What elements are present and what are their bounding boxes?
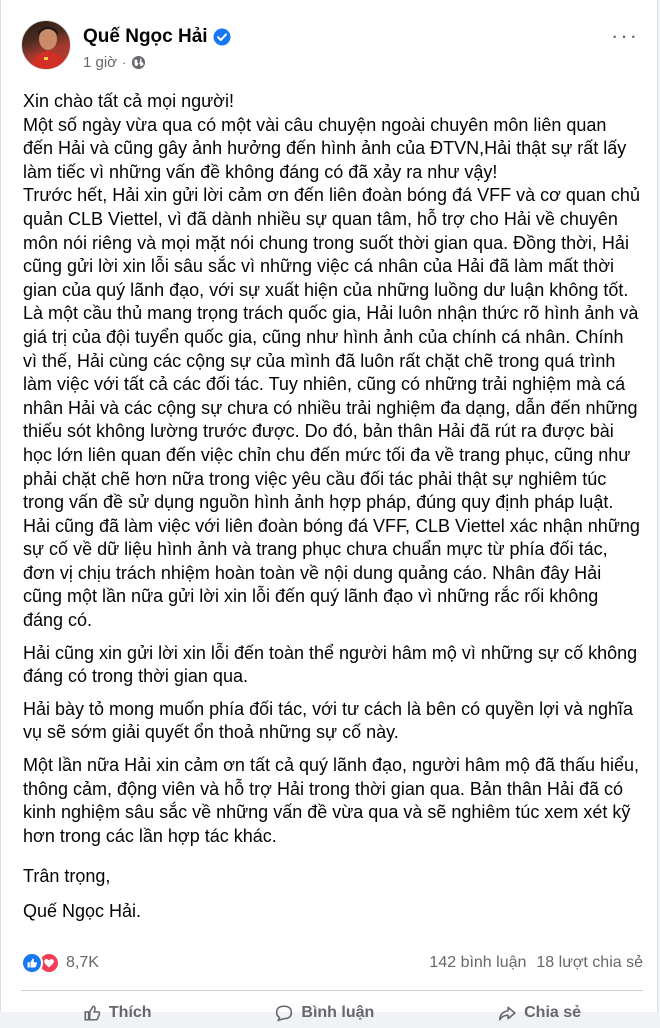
author-line (83, 26, 231, 48)
like-reaction-icon (21, 952, 43, 974)
share-icon (498, 1004, 516, 1022)
post-header (21, 20, 643, 76)
globe-icon[interactable] (131, 55, 146, 70)
comment-icon (275, 1004, 293, 1022)
more-options-button[interactable]: ··· (611, 23, 639, 48)
reaction-icons (21, 952, 60, 974)
post-paragraph: Một lần nữa Hải xin cảm ơn tất cả quý lãnh đạo, người hâm mộ đã thấu hiểu, thông cảm, động viên và hỗ trợ Hải trong thời gian qua. Bản thân Hải đã có kinh nghiệm sâu sắc về những vấn đề vừa qua và sẽ nghiêm túc xem xét kỹ hơn trong các lần hợp tác khác. (23, 755, 640, 846)
like-button[interactable] (83, 998, 152, 1028)
actions-divider (21, 990, 643, 991)
closing-text: Trân trọng, (23, 866, 111, 887)
post-paragraph: Một số ngày vừa qua có một vài câu chuyện ngoài chuyên môn liên quan đến Hải và cũng gây ảnh hưởng đến hình ảnh của ĐTVN,Hải thật sự rất lấy làm tiếc vì những vấn đề không đáng có đã xảy ra như vậy! (23, 114, 627, 182)
post-paragraph: Trước hết, Hải xin gửi lời cảm ơn đến liên đoàn bóng đá VFF và cơ quan chủ quản CLB Viettel, vì đã dành nhiều sự quan tâm, hỗ trợ cho Hải về chuyên môn nói riêng và mọi mặt nói chung trong suốt thời gian qua. Đồng thời, Hải cũng gửi lời xin lỗi sâu sắc vì những việc cá nhân của Hải đã làm mất thời gian của quý lãnh đạo, với sự xuất hiện của những luồng dư luận không tốt. (23, 185, 640, 300)
share-label: Chia sẻ (524, 1004, 582, 1021)
post-paragraph: Hải cũng xin gửi lời xin lỗi đến toàn thể người hâm mộ vì những sự cố không đáng có trong thời gian qua. (23, 642, 638, 687)
post-paragraph: Xin chào tất cả mọi người! (23, 91, 234, 111)
avatar[interactable] (21, 20, 71, 70)
avatar-image (22, 21, 71, 70)
reactions-summary[interactable] (21, 952, 99, 974)
post-time[interactable]: 1 giờ (83, 54, 118, 71)
meta-separator: · (122, 55, 127, 70)
share-button[interactable] (498, 998, 581, 1028)
post-actions (21, 998, 643, 1028)
reaction-count: 8,7K (66, 954, 99, 971)
post-stats (21, 950, 643, 976)
post-signature (23, 865, 641, 923)
like-icon (83, 1004, 101, 1022)
comment-button[interactable] (275, 998, 374, 1028)
post-paragraph: Là một cầu thủ mang trọng trách quốc gia, Hải luôn nhận thức rõ hình ảnh và giá trị của đội tuyển quốc gia, cũng như hình ảnh của chính cá nhân. Chính vì thế, Hải cùng các cộng sự của mình đã luôn rất chặt chẽ trong quá trình làm việc với tất cả các đối tác. Tuy nhiên, cũng có những trải nghiệm mà cá nhân Hải và các cộng sự chưa có nhiều trải nghiệm đa dạng, dẫn đến những thiếu sót không lường trước được. Do đó, bản thân Hải đã rút ra được bài học lớn liên quan đến việc chỉn chu đến mức tối đa về trang phục, cũng như phải chặt chẽ hơn nữa trong việc yêu cầu đối tác phải thật sự nghiêm túc trong vấn đề sử dụng nguồn hình ảnh hợp pháp, đúng quy định pháp luật. (23, 303, 639, 513)
comment-label: Bình luận (301, 1004, 375, 1021)
verified-badge-icon (213, 28, 231, 46)
post-paragraph: Hải cũng đã làm việc với liên đoàn bóng đá VFF, CLB Viettel xác nhận những sự cố về dữ liệu hình ảnh và trang phục chưa chuẩn mực từ phía đối tác, đơn vị chịu trách nhiệm hoàn toàn về nội dung quảng cáo. Nhân đây Hải cũng một lần nữa gửi lời xin lỗi đến quý lãnh đạo vì những rắc rối không đáng có. (23, 515, 640, 631)
share-count[interactable]: 18 lượt chia sẻ (536, 954, 643, 971)
comment-count[interactable]: 142 bình luận (429, 954, 527, 971)
post-content (23, 90, 641, 924)
engagement-counts (429, 954, 643, 972)
signature-name: Quế Ngọc Hải. (23, 901, 142, 921)
author-name[interactable]: Quế Ngọc Hải (83, 26, 208, 47)
like-label: Thích (108, 1004, 152, 1021)
post-meta (83, 54, 146, 71)
post-paragraph: Hải bày tỏ mong muốn phía đối tác, với tư cách là bên có quyền lợi và nghĩa vụ sẽ sớm giải quyết ổn thoả những sự cố này. (23, 698, 634, 743)
